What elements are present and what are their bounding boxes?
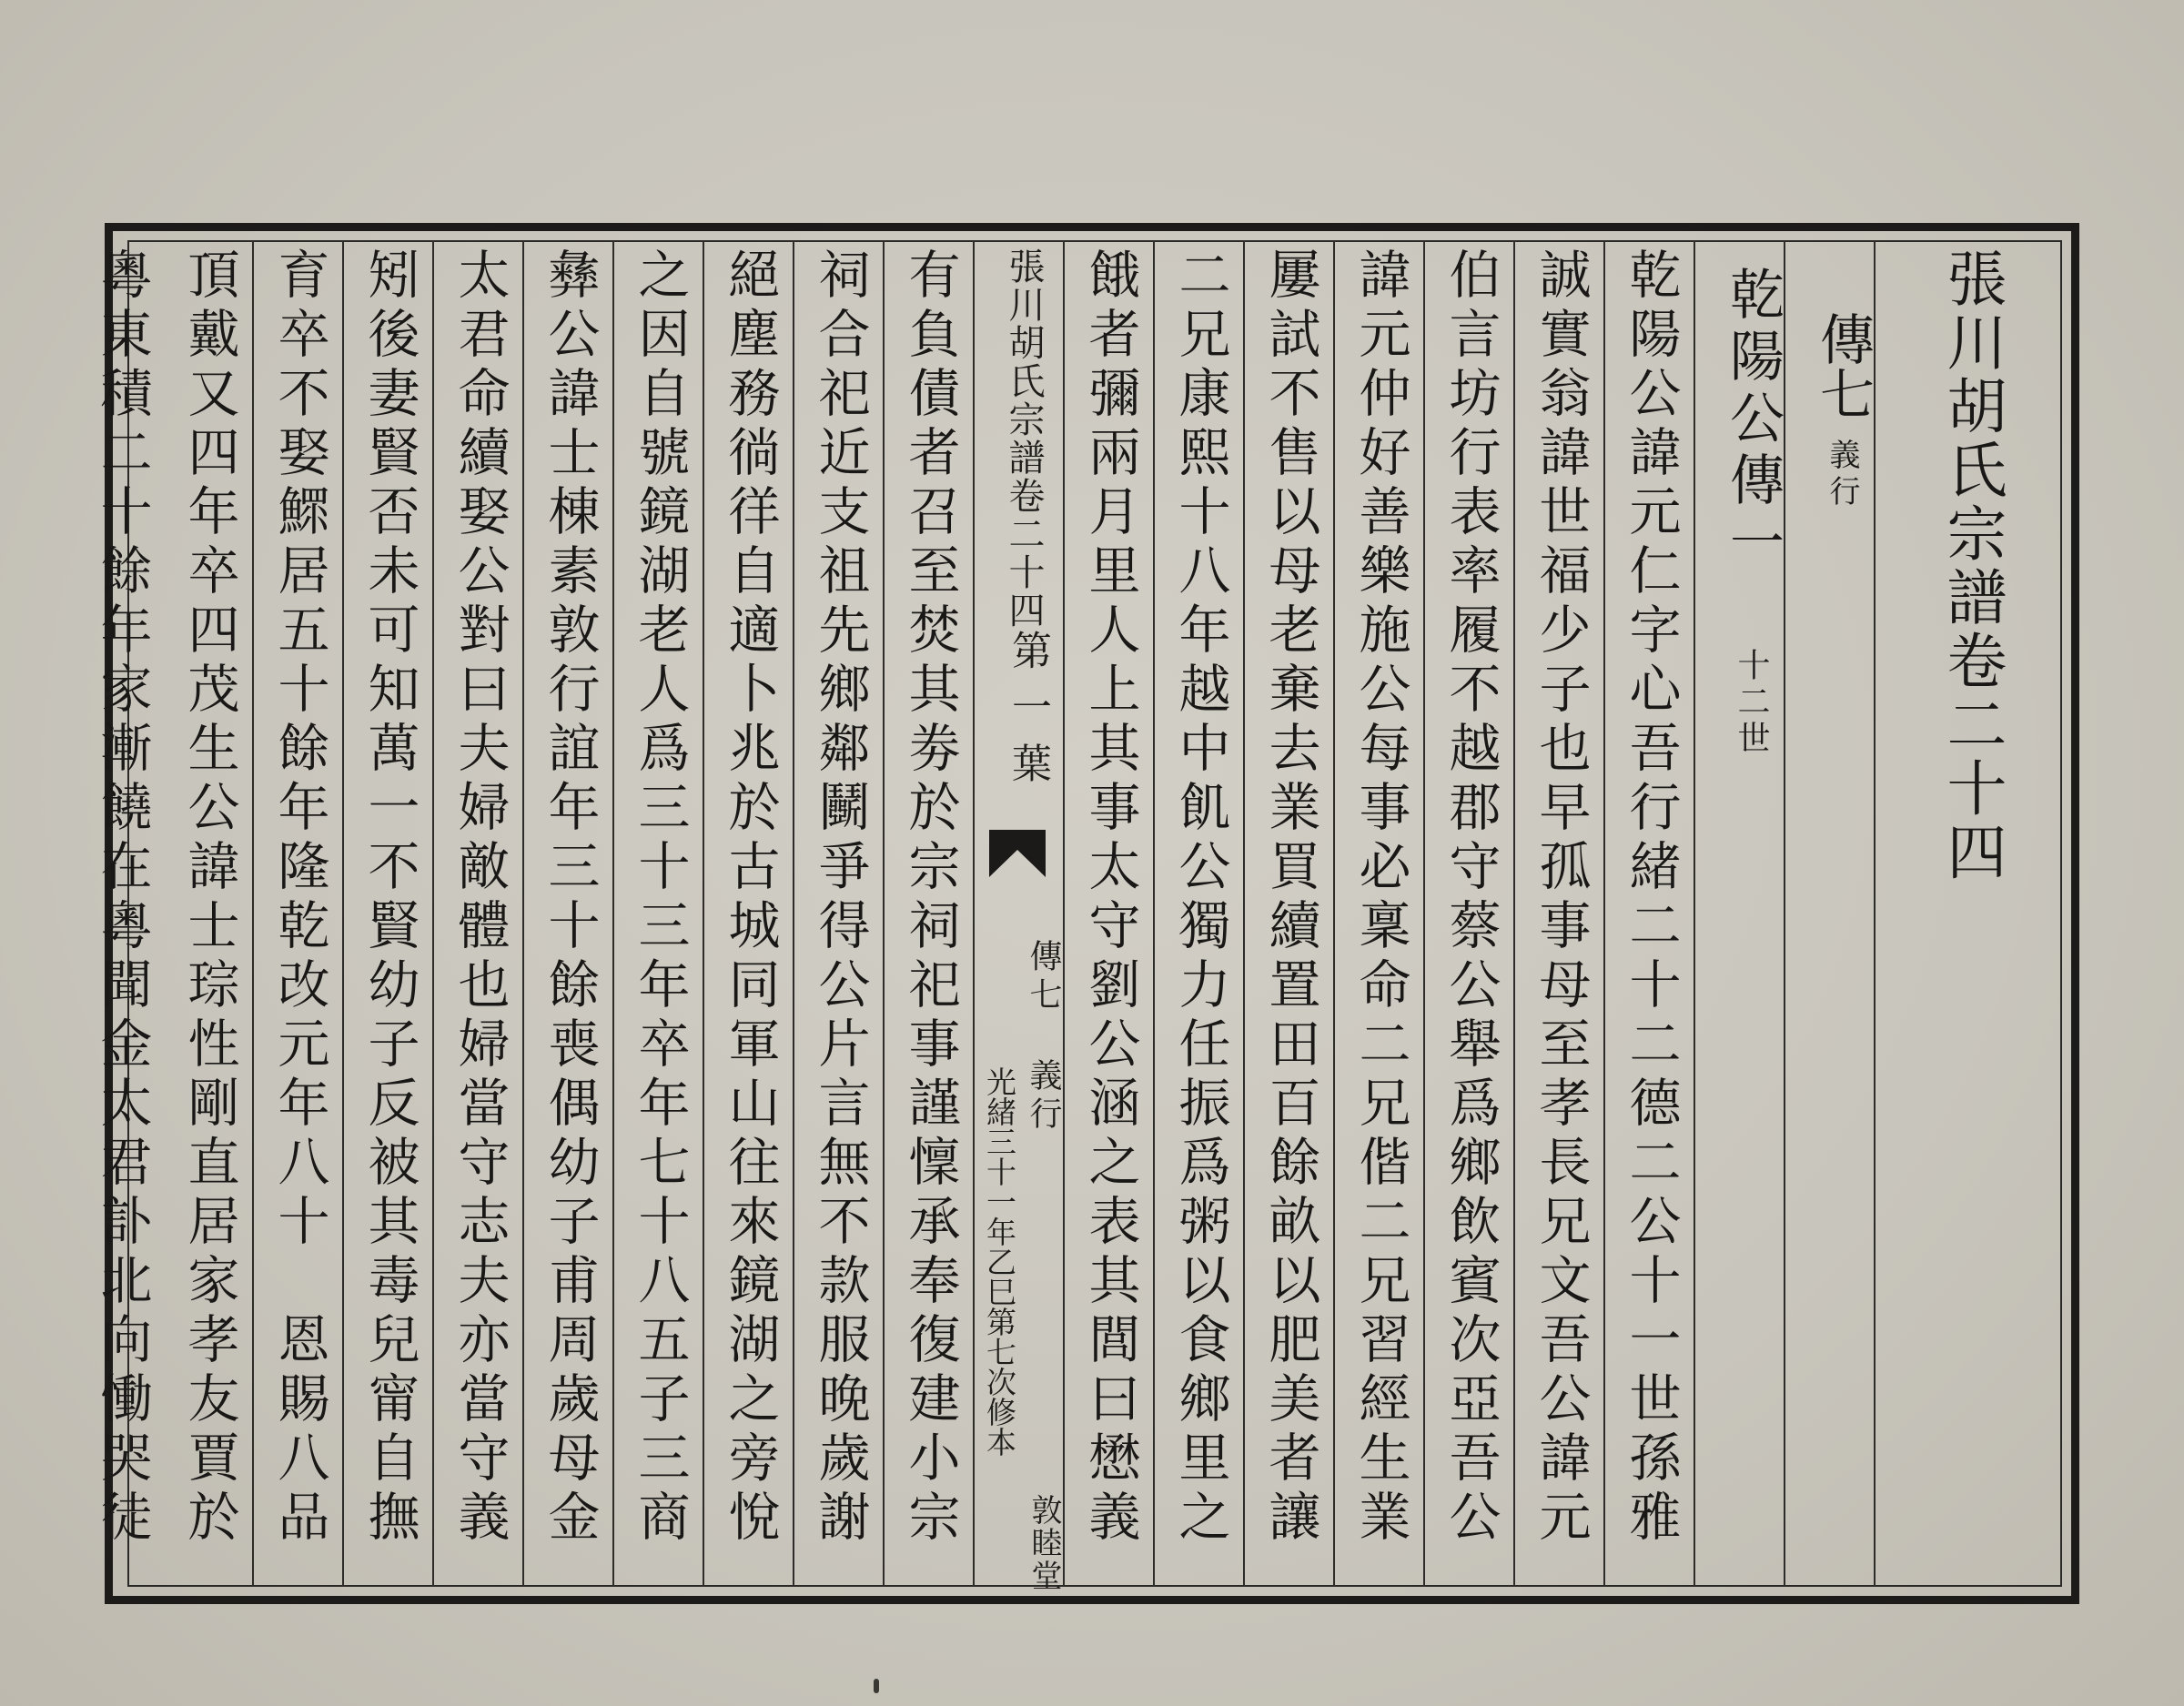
column-text: 伯言坊行表率履不越郡守蔡公舉爲鄉飲賓次亞吾公	[1441, 247, 1501, 1549]
text-column	[885, 247, 975, 1594]
column-text: 頂戴又四年卒四茂生公諱士琮性剛直居家孝友賈於	[179, 247, 239, 1549]
text-column	[164, 247, 254, 1594]
text-column	[1155, 247, 1245, 1594]
column-text: 祠合祀近支祖先鄉鄰鬭爭得公片言無不款服晚歲謝	[810, 247, 870, 1549]
text-column	[1515, 247, 1605, 1594]
text-column	[434, 247, 524, 1594]
text-column	[1335, 247, 1425, 1594]
column-text: 餓者彌兩月里人上其事太守劉公涵之表其閭曰懋義	[1080, 247, 1140, 1549]
binding-hole-mark	[874, 1679, 879, 1693]
text-column	[344, 247, 434, 1594]
center-fold-column	[975, 247, 1065, 1594]
fold-hall-name: 敦睦堂	[1026, 1494, 1062, 1592]
column-text: 諱元仲好善樂施公每事必稟命二兄偕二兄習經生業	[1350, 247, 1410, 1549]
column-text: 二兄康熙十八年越中飢公獨力任振爲粥以食鄉里之	[1170, 247, 1230, 1549]
fold-section: 傳七 義行	[1025, 939, 1062, 1135]
fold-edition: 光緒三十一年乙巳第七次修本	[982, 1066, 1017, 1457]
text-column	[794, 247, 885, 1594]
page-frame	[92, 223, 2079, 1604]
text-column	[524, 247, 614, 1594]
column-text: 粵東積二十餘年家漸饒在粵聞金太君訃北向慟哭徒	[92, 247, 152, 1549]
volume-title-column	[1876, 247, 2067, 1594]
text-column	[254, 247, 344, 1594]
fish-tail-mark-icon	[989, 830, 1046, 877]
column-text: 太君命續娶公對曰夫婦敵體也婦當守志夫亦當守義	[450, 247, 510, 1549]
text-column	[704, 247, 794, 1594]
text-column	[1425, 247, 1515, 1594]
fold-book-title: 張川胡氏宗譜卷二十四	[1003, 247, 1045, 630]
column-text: 之因自號鏡湖老人爲三十三年卒年七十八五子三商	[630, 247, 690, 1549]
text-column	[76, 247, 167, 1594]
column-text: 育卒不娶鰥居五十餘年隆乾改元年八十 恩賜八品	[269, 247, 329, 1549]
column-text: 絕塵務徜徉自適卜兆於古城同軍山往來鏡湖之旁悅	[720, 247, 780, 1549]
text-column	[1065, 247, 1155, 1594]
text-column	[614, 247, 704, 1594]
chapter-heading-column	[1785, 247, 1876, 1594]
column-text: 矧後妻賢否未可知萬一不賢幼子反被其毒兒甯自撫	[359, 247, 420, 1549]
fold-leaf-number: 第一葉	[1005, 630, 1051, 799]
text-column	[1605, 247, 1695, 1594]
column-text: 誠實翁諱世福少子也早孤事母至孝長兄文吾公諱元	[1531, 247, 1591, 1549]
chapter-heading: 傳七	[1811, 311, 1875, 420]
chapter-subheading: 義行	[1824, 439, 1860, 511]
column-text: 有負債者召至焚其劵於宗祠祀事謹懍承奉復建小宗	[900, 247, 960, 1549]
text-column	[1245, 247, 1335, 1594]
biography-heading-column	[1695, 247, 1785, 1594]
biography-heading: 乾陽公傳一	[1721, 266, 1785, 575]
generation-label: 十二世	[1733, 648, 1770, 757]
column-text: 乾陽公諱元仁字心吾行緒二十二德二公十一世孫雅	[1621, 247, 1681, 1549]
column-text: 彝公諱士棟素敦行誼年三十餘喪偶幼子甫周歲母金	[540, 247, 600, 1549]
volume-title: 張川胡氏宗譜卷二十四	[1936, 247, 2007, 884]
column-text: 屢試不售以母老棄去業買續置田百餘畝以肥美者讓	[1260, 247, 1320, 1549]
